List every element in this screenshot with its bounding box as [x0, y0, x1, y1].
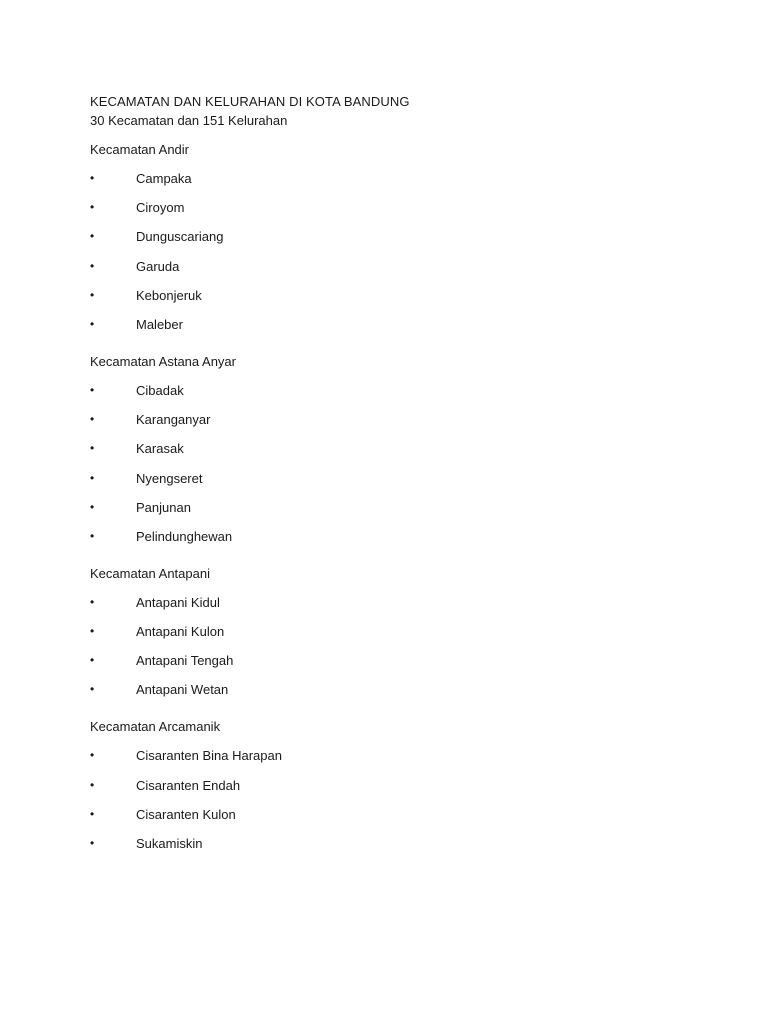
- bullet-icon: •: [90, 200, 95, 215]
- kelurahan-name: Maleber: [136, 316, 183, 332]
- kelurahan-name: Cisaranten Endah: [136, 777, 241, 793]
- bullet-icon: •: [90, 528, 95, 543]
- sections-container: [90, 140, 710, 853]
- bullet-icon: •: [90, 682, 95, 697]
- bullet-icon: •: [90, 806, 95, 821]
- bullet-icon: •: [90, 594, 95, 609]
- document-page: [90, 92, 710, 871]
- kelurahan-name: Antapani Kulon: [136, 624, 225, 640]
- kelurahan-name: Sukamiskin: [136, 836, 203, 851]
- bullet-icon: •: [90, 441, 95, 456]
- kecamatan-heading: Kecamatan Andir: [90, 142, 190, 157]
- kelurahan-list-item: [90, 527, 710, 546]
- kelurahan-list-item: [90, 286, 710, 305]
- bullet-icon: •: [90, 499, 95, 514]
- kecamatan-section: [90, 352, 710, 546]
- document-subtitle: 30 Kecamatan dan 151 Kelurahan: [90, 113, 288, 128]
- kelurahan-list-item: [90, 746, 710, 765]
- kelurahan-name: Karasak: [136, 441, 184, 457]
- kelurahan-list-item: [90, 198, 710, 217]
- kelurahan-list-item: [90, 315, 710, 334]
- kelurahan-list-item: [90, 439, 710, 458]
- bullet-icon: •: [90, 653, 95, 668]
- kelurahan-name: Dunguscariang: [136, 229, 224, 245]
- kelurahan-list-item: [90, 593, 710, 612]
- bullet-icon: •: [90, 258, 95, 273]
- kelurahan-list-item: [90, 776, 710, 795]
- kecamatan-section: [90, 717, 710, 853]
- kelurahan-list-item: [90, 834, 710, 853]
- bullet-icon: •: [90, 316, 95, 331]
- document-title: KECAMATAN DAN KELURAHAN DI KOTA BANDUNG: [90, 94, 410, 109]
- kecamatan-section: [90, 140, 710, 334]
- kelurahan-name: Nyengseret: [136, 470, 203, 486]
- kecamatan-section: [90, 564, 710, 700]
- bullet-icon: •: [90, 777, 95, 792]
- kelurahan-name: Antapani Wetan: [136, 682, 229, 698]
- bullet-icon: •: [90, 382, 95, 397]
- kelurahan-name: Antapani Tengah: [136, 653, 234, 669]
- kelurahan-list-item: [90, 169, 710, 188]
- kelurahan-list-item: [90, 680, 710, 699]
- bullet-icon: •: [90, 470, 95, 485]
- kelurahan-list-item: [90, 410, 710, 429]
- kelurahan-name: Garuda: [136, 258, 180, 274]
- kelurahan-name: Cisaranten Kulon: [136, 806, 236, 822]
- bullet-icon: •: [90, 624, 95, 639]
- kelurahan-list-item: [90, 469, 710, 488]
- bullet-icon: •: [90, 287, 95, 302]
- kelurahan-name: Campaka: [136, 171, 192, 186]
- kelurahan-list-item: [90, 257, 710, 276]
- bullet-icon: •: [90, 229, 95, 244]
- kelurahan-list-item: [90, 381, 710, 400]
- kelurahan-name: Pelindunghewan: [136, 528, 233, 544]
- kelurahan-name: Ciroyom: [136, 200, 185, 216]
- kelurahan-name: Cibadak: [136, 382, 184, 398]
- kelurahan-list-item: [90, 498, 710, 517]
- bullet-icon: •: [90, 748, 95, 763]
- kelurahan-name: Panjunan: [136, 499, 191, 515]
- kecamatan-heading: Kecamatan Astana Anyar: [90, 353, 236, 369]
- kelurahan-name: Antapani Kidul: [136, 594, 220, 610]
- kecamatan-heading: Kecamatan Antapani: [90, 565, 210, 581]
- kelurahan-list-item: [90, 651, 710, 670]
- kelurahan-name: Karanganyar: [136, 412, 211, 428]
- kelurahan-name: Cisaranten Bina Harapan: [136, 748, 282, 764]
- bullet-icon: •: [90, 412, 95, 427]
- kelurahan-list-item: [90, 805, 710, 824]
- bullet-icon: •: [90, 836, 95, 850]
- kelurahan-list-item: [90, 227, 710, 246]
- kelurahan-list-item: [90, 622, 710, 641]
- bullet-icon: •: [90, 171, 95, 185]
- kelurahan-name: Kebonjeruk: [136, 287, 202, 303]
- kecamatan-heading: Kecamatan Arcamanik: [90, 719, 221, 735]
